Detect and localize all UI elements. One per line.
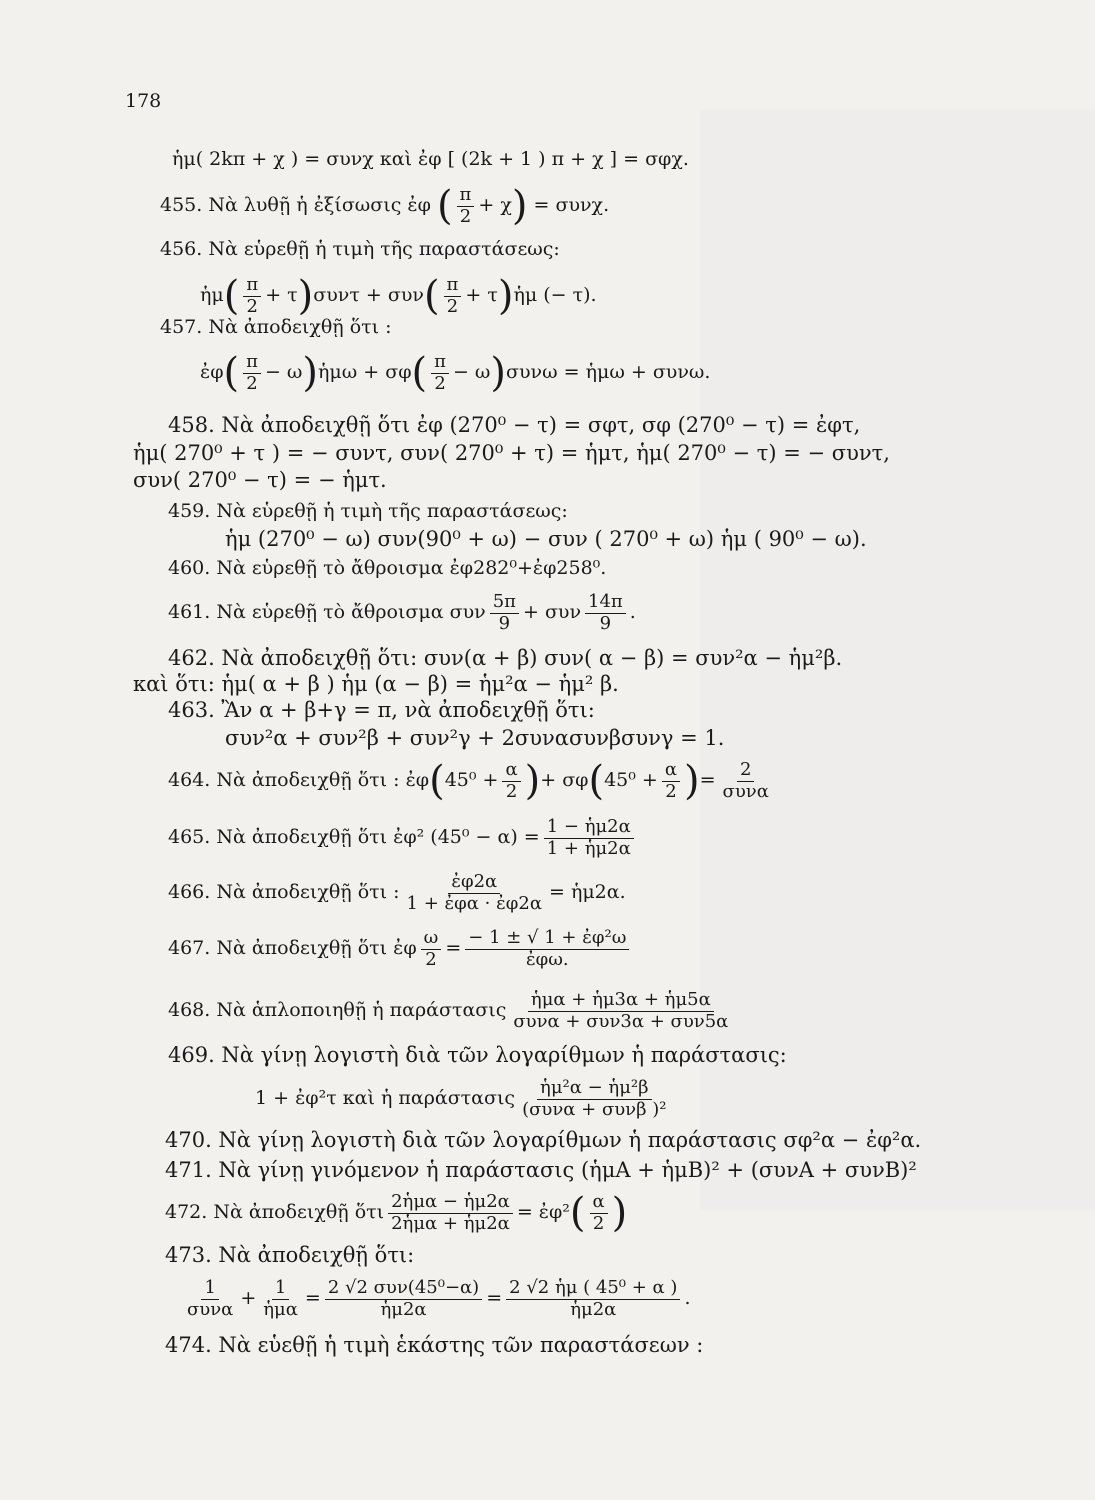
exercise-465	[168, 817, 638, 859]
fraction-pi-2: $\frac{\pi}{2}$	[444, 275, 462, 317]
page-number: 178	[125, 90, 162, 112]
t: 45⁰ +	[604, 769, 658, 792]
exercise-458-line2: ἡμ( 270⁰ + τ ) = − συντ, συν( 270⁰ + τ) = ἡμτ, ἡμ( 270⁰ − τ) = − συντ,	[133, 441, 890, 465]
paren: )	[684, 758, 700, 805]
fraction-473c: $\frac{\text{2 √2 συν(45⁰−α)}}{\text{ἡμ2α}}$	[325, 1278, 482, 1320]
t: 465. Νὰ ἀποδειχθῇ ὅτι ἐφ² (45⁰ − α) =	[168, 826, 540, 849]
t: 472. Νὰ ἀποδειχθῇ ὅτι	[165, 1201, 385, 1224]
exercise-458-line3: συν( 270⁰ − τ) = − ἡμτ.	[133, 468, 387, 492]
t: =	[486, 1287, 503, 1310]
fraction-pi-2: $\frac{\pi}{2}$	[243, 275, 261, 317]
t: − ω	[452, 361, 491, 384]
paren: (	[411, 350, 428, 397]
t: 461. Νὰ εὑρεθῇ τὸ ἄθροισμα συν	[168, 601, 486, 624]
t: = ἡμ2α.	[548, 881, 626, 904]
exercise-473: 473. Νὰ ἀποδειχθῇ ὅτι:	[165, 1243, 415, 1267]
exercise-462-line1: 462. Νὰ ἀποδειχθῇ ὅτι: συν(α + β) συν( α − β) = συν²α − ἡμ²β.	[168, 646, 843, 670]
fraction-w-2: $\frac{\omega}{2}$	[421, 928, 442, 970]
p455-text: 455. Νὰ λυθῇ ἡ ἐξίσωσις ἐφ	[160, 194, 431, 217]
exercise-471: 471. Νὰ γίνῃ γινόμενον ἡ παράστασις (ἡμΑ + ἡμΒ)² + (συνΑ + συνΒ)²	[165, 1158, 917, 1182]
t: + τ	[465, 284, 498, 307]
p455-suffix: + χ	[478, 194, 512, 217]
exercise-460: 460. Νὰ εὑρεθῇ τὸ ἄθροισμα ἐφ282⁰+ἐφ258⁰.	[168, 557, 607, 579]
t: =	[445, 937, 462, 960]
t: − ω	[264, 361, 303, 384]
fraction-a-2: $\frac{\alpha}{2}$	[502, 760, 520, 802]
t: + σφ	[540, 769, 589, 792]
fraction-472: $\frac{\text{2ἡμα − ἡμ2α}}{\text{2ἡμα + ἡμ2α}}$	[388, 1192, 513, 1234]
exercise-466	[168, 872, 626, 914]
t: ἐφ	[200, 361, 224, 384]
paren: (	[223, 273, 240, 320]
paren: )	[524, 758, 541, 805]
fraction-1-syna: $\frac{1}{\text{συνα}}$	[187, 1277, 234, 1320]
t: συνω = ἡμω + συνω.	[506, 361, 711, 384]
exercise-470: 470. Νὰ γίνῃ λογιστὴ διὰ τῶν λογαρίθμων ἡ παράστασις σφ²α − ἐφ²α.	[165, 1128, 922, 1152]
paren: )	[611, 1190, 628, 1237]
exercise-456: 456. Νὰ εὑρεθῇ ἡ τιμὴ τῆς παραστάσεως:	[160, 238, 560, 260]
paren: )	[297, 273, 314, 320]
t: 1 + ἐφ²τ καὶ ἡ παράστασις	[255, 1087, 516, 1110]
t: ἡμ	[200, 284, 224, 307]
fraction-473d: $\frac{\text{2 √2 ἡμ ( 45⁰ + α )}}{\text{ἡμ2α}}$	[506, 1278, 680, 1320]
exercise-457: 457. Νὰ ἀποδειχθῇ ὅτι :	[160, 316, 392, 338]
exercise-474: 474. Νὰ εὑεθῇ ἡ τιμὴ ἑκάστης τῶν παραστάσεων :	[165, 1333, 704, 1357]
paren: )	[497, 273, 514, 320]
paren: (	[569, 1190, 586, 1237]
paren: (	[436, 183, 453, 230]
paren: (	[588, 758, 605, 805]
line-l1: ἡμ( 2kπ + χ ) = συνχ καὶ ἐφ [ (2k + 1 ) π + χ ] = σφχ.	[172, 148, 689, 170]
t: =	[304, 1287, 321, 1310]
fraction-1-hma: $\frac{1}{\text{ἡμα}}$	[263, 1277, 298, 1320]
t: ἡμ (− τ).	[513, 284, 597, 307]
t: 464. Νὰ ἀποδειχθῇ ὅτι : ἐφ	[168, 769, 430, 792]
exercise-455	[160, 183, 610, 230]
t: 467. Νὰ ἀποδειχθῇ ὅτι ἐφ	[168, 937, 417, 960]
t: =	[699, 769, 716, 792]
t: 468. Νὰ ἁπλοποιηθῇ ἡ παράστασις	[168, 999, 507, 1022]
paren: )	[511, 183, 528, 230]
exercise-461	[168, 592, 636, 634]
fraction-2-syna: $\frac{2}{\text{συνα}}$	[722, 759, 769, 802]
exercise-467	[168, 928, 633, 970]
fraction-a-2: $\frac{\alpha}{2}$	[590, 1192, 608, 1234]
paren: (	[223, 350, 240, 397]
t: 466. Νὰ ἀποδειχθῇ ὅτι :	[168, 881, 400, 904]
exercise-464	[168, 758, 776, 805]
fraction-465: $\frac{\text{1 − ἡμ2α}}{\text{1 + ἡμ2α}}$	[544, 817, 634, 859]
exercise-469-line1: 469. Νὰ γίνῃ λογιστὴ διὰ τῶν λογαρίθμων ἡ παράστασις:	[168, 1043, 787, 1067]
exercise-463-line1: 463. Ἂν α + β+γ = π, νὰ ἀποδειχθῇ ὅτι:	[168, 698, 595, 722]
exercise-459-line1: 459. Νὰ εὑρεθῇ ἡ τιμὴ τῆς παραστάσεως:	[168, 500, 568, 522]
exercise-473-expr	[180, 1278, 691, 1320]
t: + συν	[522, 601, 582, 624]
fraction-pi-2: $\frac{\pi}{2}$	[457, 185, 475, 227]
fraction-a-2: $\frac{\alpha}{2}$	[662, 760, 680, 802]
t: .	[684, 1287, 691, 1310]
fraction-466: $\frac{\text{ἐφ2α}}{\text{1 + ἐφα · ἐφ2α}}$	[406, 871, 542, 914]
t: 45⁰ +	[444, 769, 499, 792]
exercise-456-expr	[200, 273, 597, 320]
fraction-5pi-9: $\frac{5\pi}{9}$	[490, 592, 519, 634]
exercise-468	[168, 990, 735, 1032]
p455-end: = συνχ.	[533, 194, 610, 217]
fraction-468: $\frac{\text{ἡμα + ἡμ3α + ἡμ5α}}{\text{συνα + συν3α + συν5α}}$	[513, 989, 729, 1032]
exercise-459-line2: ἡμ (270⁰ − ω) συν(90⁰ + ω) − συν ( 270⁰ + ω) ἡμ ( 90⁰ − ω).	[225, 527, 867, 551]
fraction-467: $\frac{\text{− 1 ± √ 1 + ἐφ²ω}}{\text{ἐφω.}}$	[465, 928, 629, 970]
exercise-472	[165, 1190, 628, 1237]
paren: (	[423, 273, 440, 320]
paren: )	[490, 350, 507, 397]
exercise-457-expr	[200, 350, 711, 397]
fraction-14pi-9: $\frac{14\pi}{9}$	[585, 592, 626, 634]
t: = ἐφ²	[516, 1201, 570, 1224]
fraction-pi-2: $\frac{\pi}{2}$	[243, 352, 261, 394]
t: + τ	[265, 284, 298, 307]
t: συντ + συν	[313, 284, 424, 307]
exercise-463-line2: συν²α + συν²β + συν²γ + 2συνασυνβσυνγ = 1.	[225, 726, 725, 750]
exercise-469-line2	[255, 1078, 673, 1120]
exercise-462-line2: καὶ ὅτι: ἡμ( α + β ) ἡμ (α − β) = ἡμ²α − ἡμ² β.	[133, 672, 619, 696]
t: +	[240, 1287, 257, 1310]
paren: (	[429, 758, 445, 805]
exercise-458-line1: 458. Νὰ ἀποδειχθῇ ὅτι ἐφ (270⁰ − τ) = σφτ, σφ (270⁰ − τ) = ἐφτ,	[168, 413, 861, 437]
fraction-469: $\frac{\text{ἡμ²α − ἡμ²β}}{\text{(συνα + συνβ )²}}$	[522, 1077, 667, 1120]
t: .	[629, 601, 636, 624]
t: ἡμω + σφ	[318, 361, 412, 384]
paren: )	[302, 350, 319, 397]
fraction-pi-2: $\frac{\pi}{2}$	[431, 352, 449, 394]
